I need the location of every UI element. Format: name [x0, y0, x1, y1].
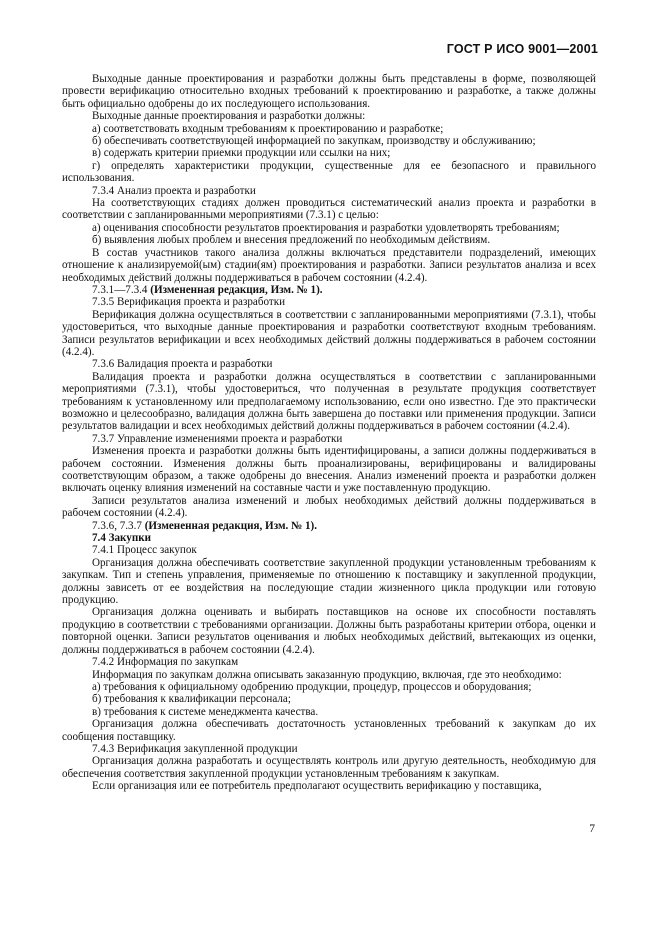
paragraph: Выходные данные проектирования и разработки должны:: [92, 110, 366, 123]
paragraph: Организация должна обеспечивать достаточность установленных требований к закупкам до их сообщения поставщику.: [62, 718, 596, 743]
section-heading: 7.3.4 Анализ проекта и разработки: [92, 184, 256, 197]
list-item: а) соответствовать входным требованиям к проектированию и разработке;: [92, 122, 444, 135]
paragraph: Информация по закупкам должна описывать заказанную продукцию, включая, где это необходимо:: [92, 668, 562, 681]
list-item: а) требования к официальному одобрению продукции, процедур, процессов и оборудования;: [92, 680, 532, 693]
list-item: а) оценивания способности результатов проектирования и разработки удовлетворять требованиям;: [92, 221, 560, 234]
section-heading: 7.4.2 Информация по закупкам: [92, 656, 239, 669]
paragraph: Выходные данные проектирования и разработки должны быть представлены в форме, позволяющей провести верификацию относительно входных требований к проектированию и разработке, а также должны быть официально одобрены до их последующего использования.: [62, 73, 596, 110]
list-item: г) определять характеристики продукции, существенные для ее безопасного и правильного использования.: [62, 159, 596, 185]
list-item: б) выявления любых проблем и внесения предложений по необходимым действиям.: [92, 234, 491, 247]
paragraph: Верификация должна осуществляться в соответствии с запланированными мероприятиями (7.3.1), чтобы удостовериться, что выходные данные проектирования и разработки соответствуют входным требованиям. Записи результатов верификации и всех необходимых действий должны поддерживаться в рабочем состоянии (4.2.4).: [62, 308, 596, 358]
amendment-note: 7.3.1—7.3.4 (Измененная редакция, Изм. № 1).: [92, 283, 323, 296]
paragraph: Если организация или ее потребитель предполагают осуществить верификацию у поставщика,: [92, 780, 542, 793]
section-heading: 7.4.3 Верификация закупленной продукции: [92, 742, 298, 755]
section-heading: 7.4.1 Процесс закупок: [92, 544, 197, 557]
paragraph: В состав участников такого анализа должны включаться представители подразделений, имеющих отношение к анализируемой(ым) стадии(ям) проектирования и разработки. Записи результатов анализа и всех необходимых действий должны поддерживаться в рабочем состоянии (4.2.4).: [62, 246, 596, 284]
section-heading: 7.3.6 Валидация проекта и разработки: [92, 358, 273, 371]
section-title: 7.4 Закупки: [92, 532, 152, 545]
paragraph: Валидация проекта и разработки должна осуществляться в соответствии с запланированными мероприятиями (7.3.1), чтобы удостовериться, что полученная в результате продукция соответствует требованиям к установленному или предполагаемому использованию, если оно известно. Где это практически возможно и целесообразно, валидация должна быть завершена до поставки или применения продукции. Записи результатов валидации и всех необходимых действий должны поддерживаться в рабочем состоянии (4.2.4).: [62, 370, 596, 433]
page-number: 7: [589, 823, 595, 835]
amendment-note: 7.3.6, 7.3.7 (Измененная редакция, Изм. № 1).: [92, 519, 318, 532]
list-item: в) требования к системе менеджмента качества.: [92, 705, 319, 718]
paragraph: Изменения проекта и разработки должны быть идентифицированы, а записи должны поддерживаться в рабочем состоянии. Изменения должны быть проанализированы, верифицированы и валидированы соответствующим образом, а также одобрены до внесения. Анализ изменений проекта и разработки должен включать оценку влияния изменений на составные части и уже поставленную продукцию.: [62, 445, 596, 495]
section-heading: 7.3.5 Верификация проекта и разработки: [92, 296, 286, 309]
paragraph: Организация должна разработать и осуществлять контроль или другую деятельность, необходимую для обеспечения соответствия закупленной продукции установленным требованиям к закупкам.: [62, 755, 596, 780]
paragraph: Записи результатов анализа изменений и любых необходимых действий должны поддерживаться в рабочем состоянии (4.2.4).: [62, 494, 596, 520]
list-item: б) требования к квалификации персонала;: [92, 693, 291, 706]
section-heading: 7.3.7 Управление изменениями проекта и разработки: [92, 432, 343, 445]
paragraph: На соответствующих стадиях должен проводиться систематический анализ проекта и разработки в соответствии с запланированными мероприятиями (7.3.1) с целью:: [62, 197, 596, 222]
paragraph: Организация должна обеспечивать соответствие закупленной продукции установленным требованиям к закупкам. Тип и степень управления, применяемые по отношению к поставщику и закупленной продукции, должны зависеть от ее воздействия на последующие стадии жизненного цикла продукции или готовую продукцию.: [62, 556, 596, 607]
document-body: [62, 73, 596, 793]
paragraph: Организация должна оценивать и выбирать поставщиков на основе их способности поставлять продукцию в соответствии с требованиями организации. Должны быть разработаны критерии отбора, оценки и повторной оценки. Записи результатов оценивания и любых необходимых действий, вытекающих из оценки, должны поддерживаться в рабочем состоянии (4.2.4).: [62, 606, 596, 656]
list-item: в) содержать критерии приемки продукции или ссылки на них;: [92, 147, 391, 160]
list-item: б) обеспечивать соответствующей информацией по закупкам, производству и обслуживанию;: [92, 135, 536, 148]
document-header: ГОСТ Р ИСО 9001—2001: [446, 42, 598, 56]
